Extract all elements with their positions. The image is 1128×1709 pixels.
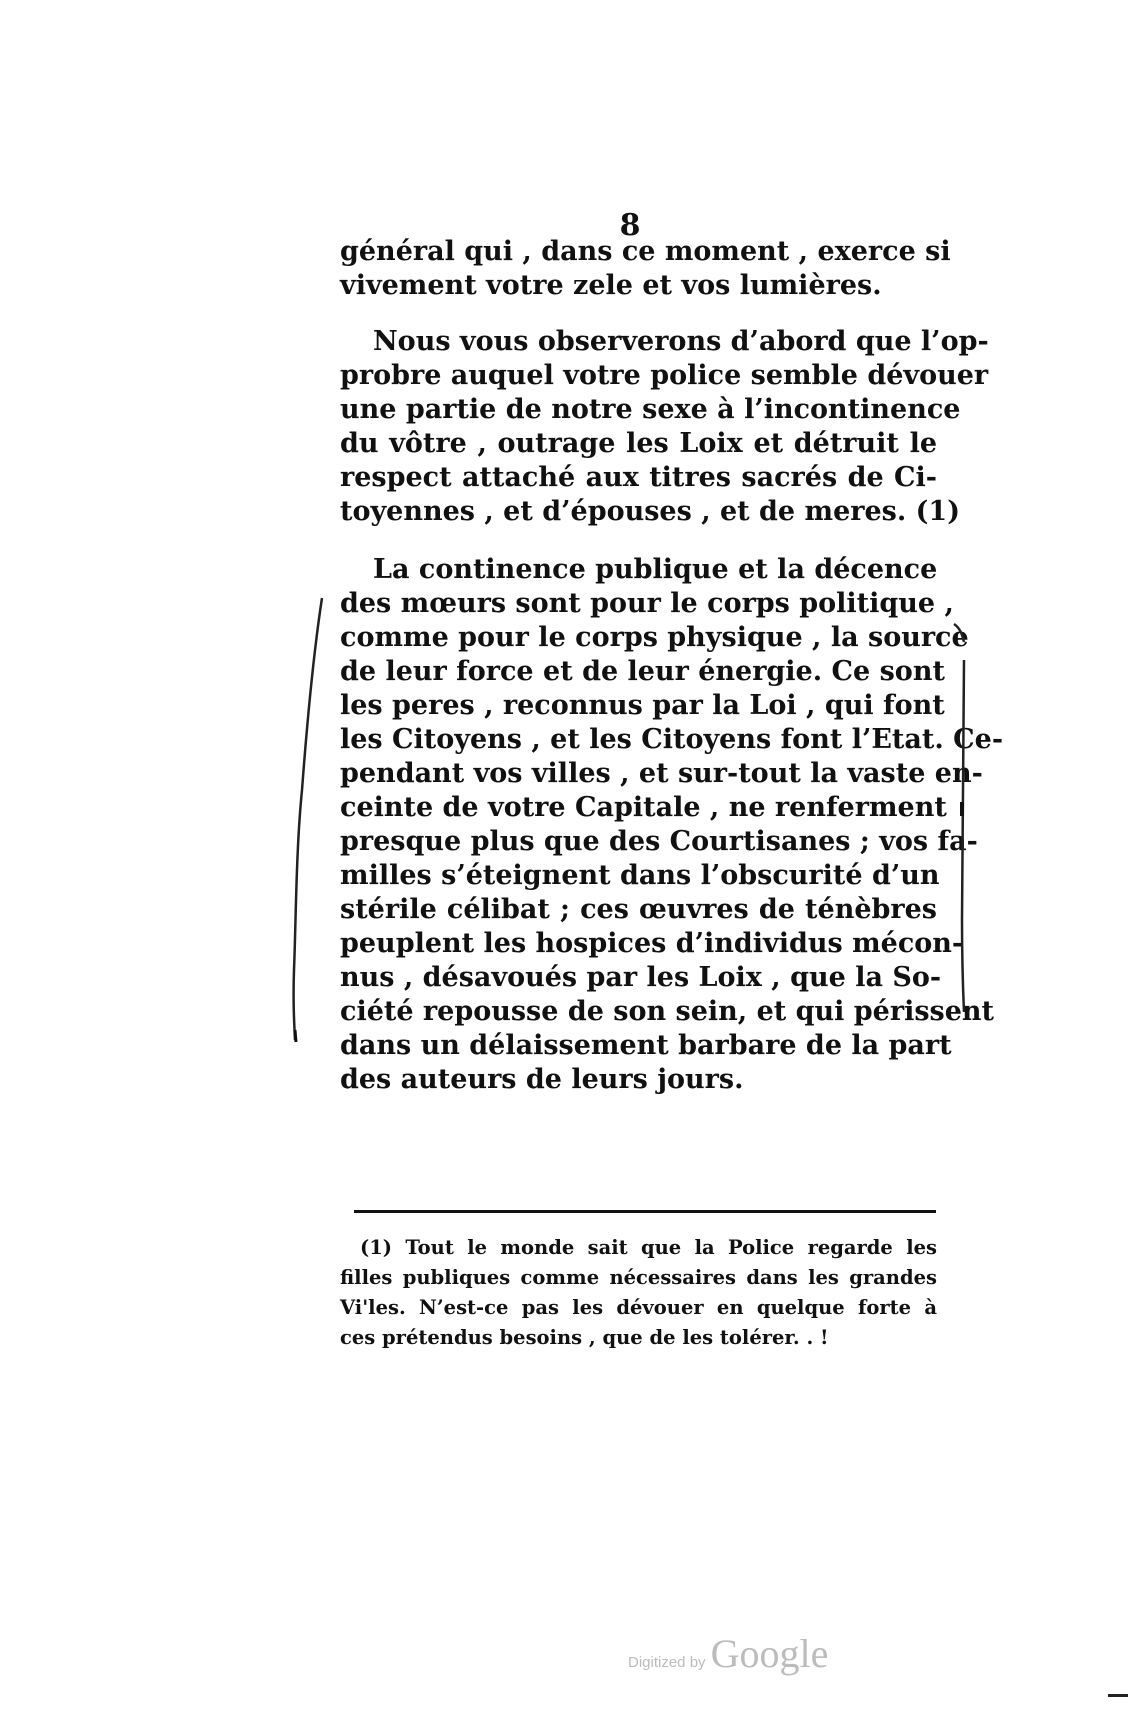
text-line: ceinte de votre Capitale , ne renferment [340,792,947,823]
watermark-prefix: Digitized by [628,1654,706,1671]
text-line: du vôtre , outrage les Loix et détruit le [340,428,937,459]
text-line: Nous vous observerons d’abord que l’op- [373,326,989,357]
watermark-brand: Google [710,1631,829,1676]
text-line: général qui , dans ce moment , exerce si [340,236,951,267]
text-line: La continence publique et la décence [373,554,938,585]
text-line: une partie de notre sexe à l’incontinence [340,394,961,425]
page-number: 8 [619,208,641,243]
text-line: respect attaché aux titres sacrés de Ci- [340,462,937,493]
footnote-line: (1) Tout le monde sait que la Police regarde les [360,1236,937,1259]
text-line: de leur force et de leur énergie. Ce sont [340,656,945,687]
text-line: presque plus que des Courtisanes ; vos fa- [340,826,978,857]
text-line: dans un délaissement barbare de la part [340,1030,952,1061]
digitized-watermark [628,1630,828,1677]
footnote-line: filles publiques comme nécessaires dans les grandes [340,1266,937,1289]
footnote-line: ces prétendus besoins , que de les tolérer. . ! [340,1326,829,1349]
left-margin-bracket-mark [290,590,330,1050]
text-line: les Citoyens , et les Citoyens font l’Etat. Ce- [340,724,1004,755]
text-line: pendant vos villes , et sur-tout la vaste en- [340,758,983,789]
text-line: ciété repousse de son sein, et qui périssent [340,996,995,1027]
right-margin-bracket-mark [950,620,980,1020]
text-line: comme pour le corps physique , la source [340,622,969,653]
text-line: des auteurs de leurs jours. [340,1064,744,1095]
page-edge-mark [1108,1694,1128,1697]
footnote-line: Vi'les. N’est-ce pas les dévouer en quelque forte à [340,1296,937,1319]
text-line: toyennes , et d’épouses , et de meres. (1) [340,496,960,527]
text-line: nus , désavoués par les Loix , que la So- [340,962,942,993]
text-line: peuplent les hospices d’individus mécon- [340,928,964,959]
text-line: stérile célibat ; ces œuvres de ténèbres [340,894,937,925]
text-line: les peres , reconnus par la Loi , qui font [340,690,945,721]
text-line: milles s’éteignent dans l’obscurité d’un [340,860,940,891]
footnote-rule [354,1210,936,1213]
text-line: vivement votre zele et vos lumières. [340,270,882,301]
text-line: des mœurs sont pour le corps politique , [340,588,954,619]
text-line: probre auquel votre police semble dévouer [340,360,989,391]
